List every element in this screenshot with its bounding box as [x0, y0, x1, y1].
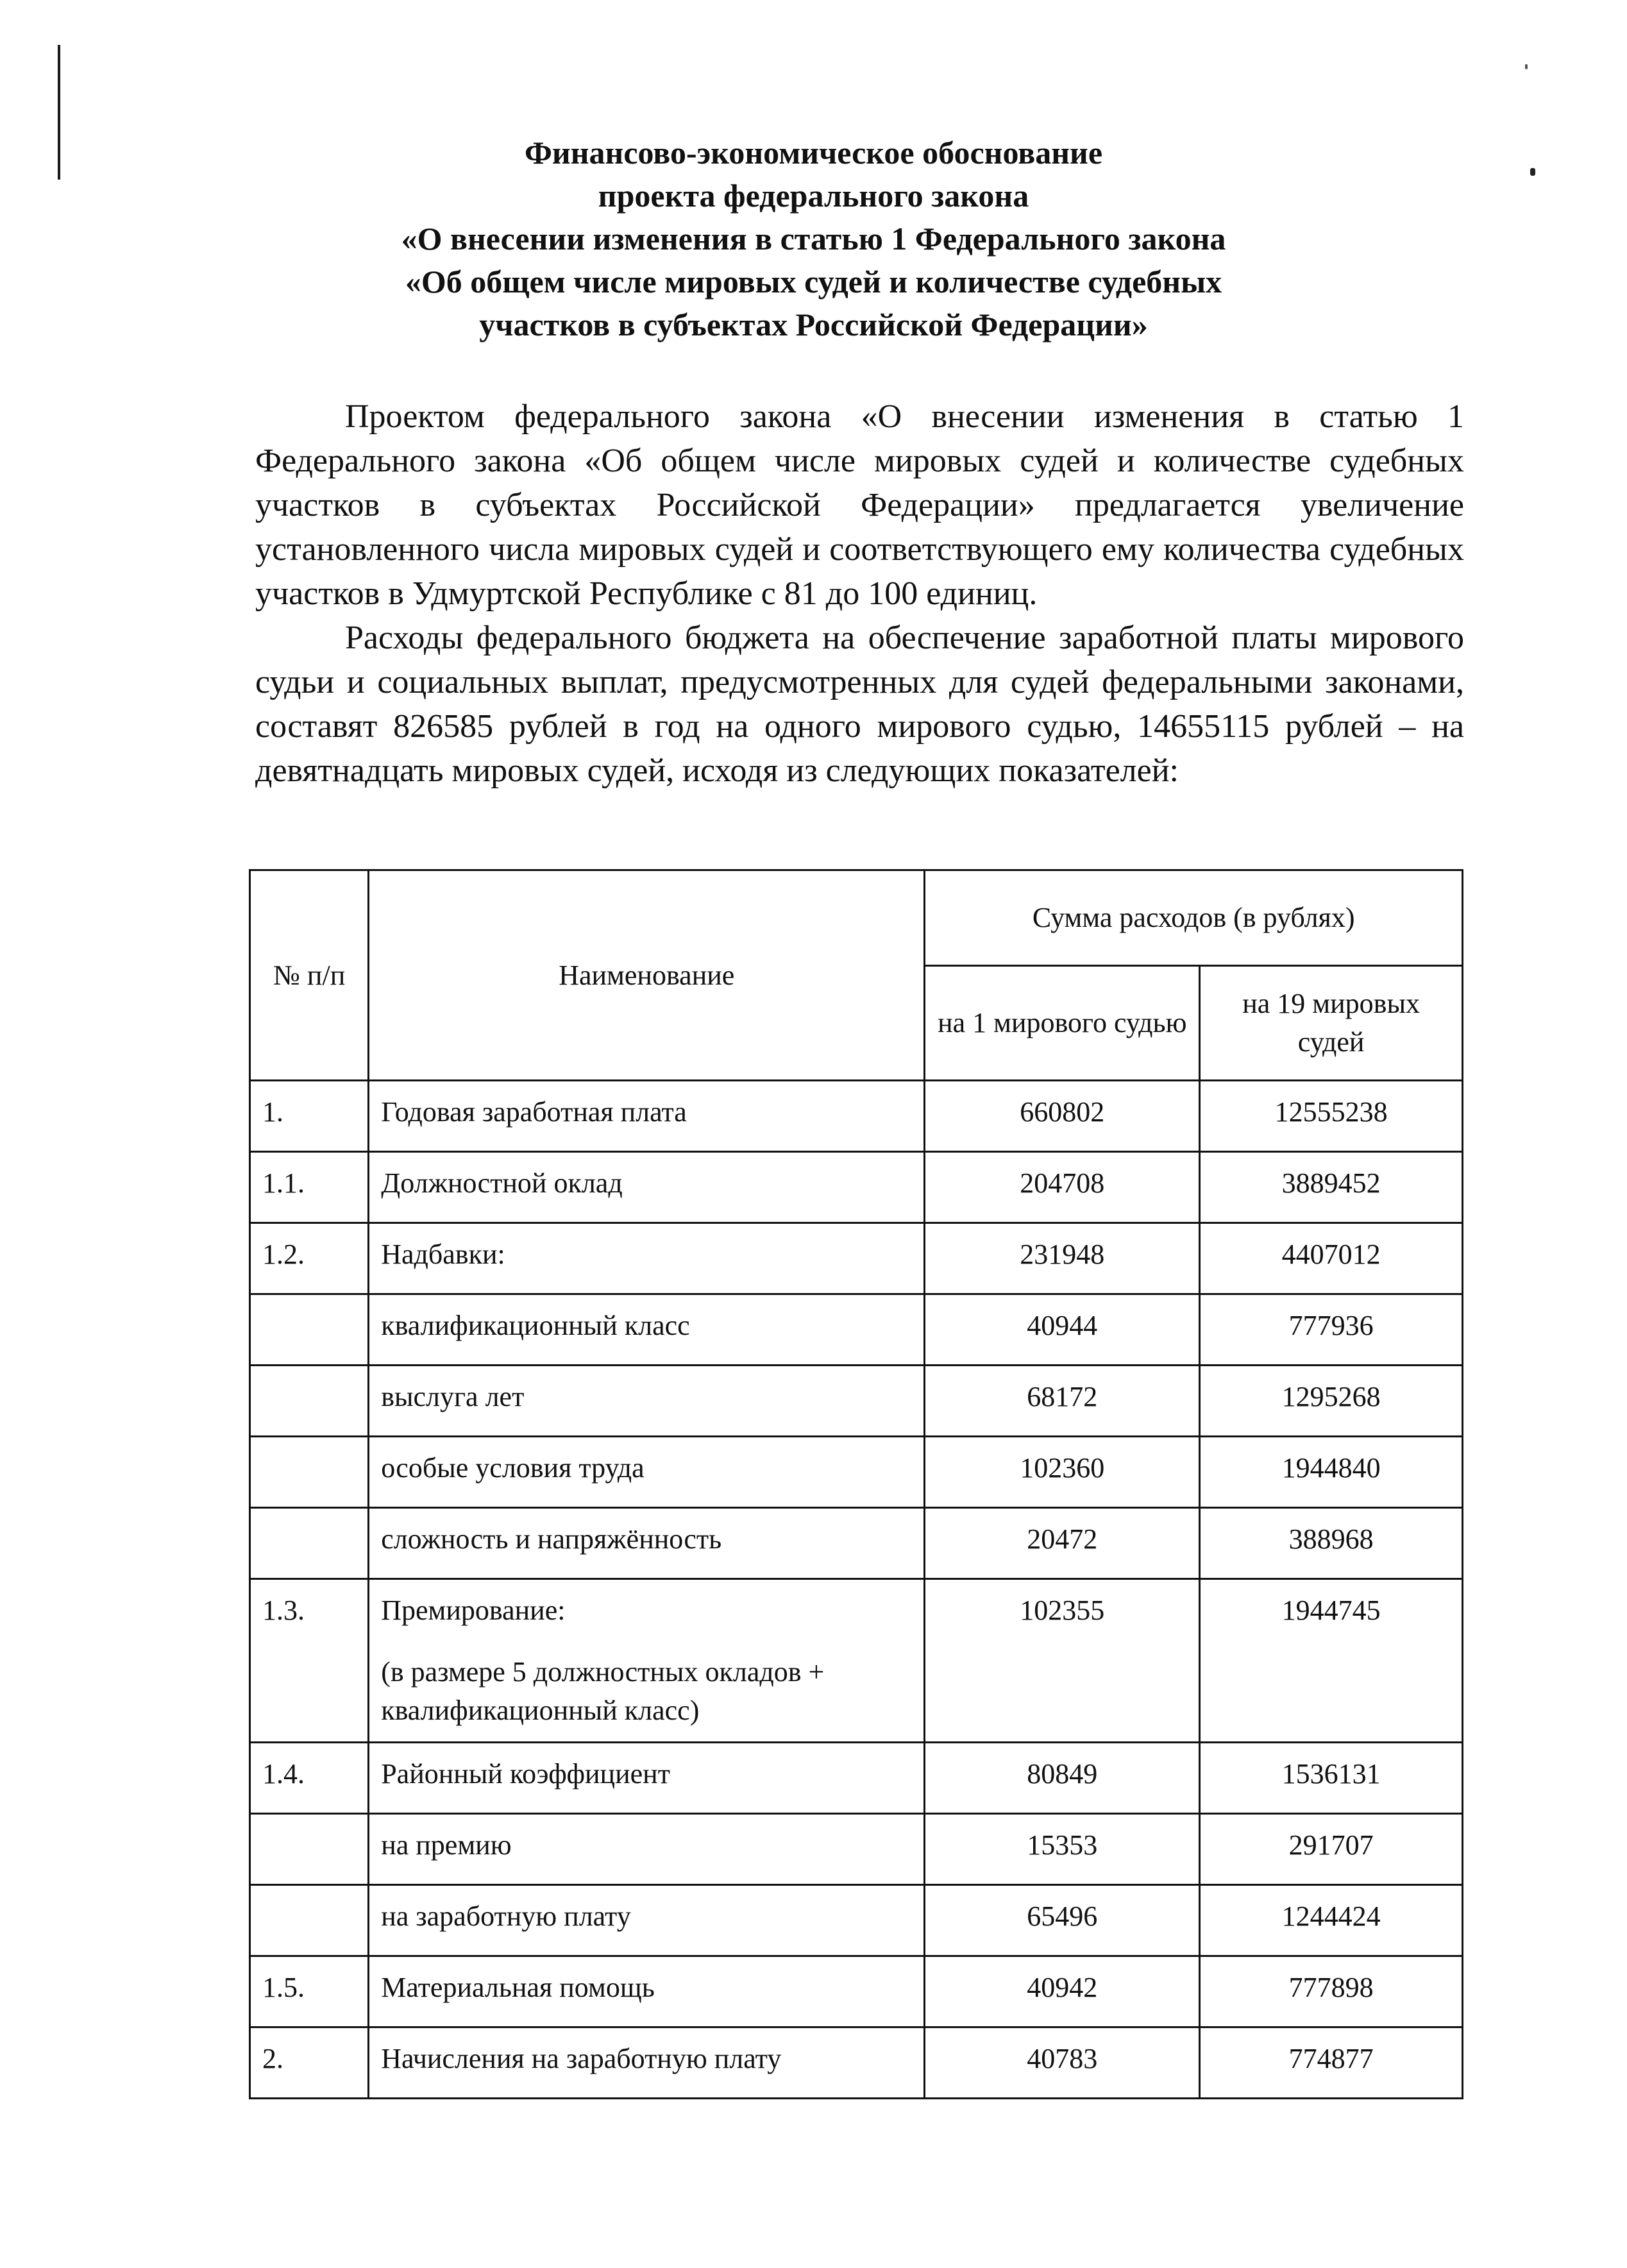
- row-note: (в размере 5 должностных окладов + квалификационный класс): [381, 1656, 825, 1726]
- expenses-table: [249, 869, 1463, 2099]
- row-name: Годовая заработная плата: [381, 1096, 687, 1128]
- table-body: [250, 1081, 1463, 2099]
- row-name: на заработную плату: [381, 1900, 631, 1932]
- row-number: 1.3.: [250, 1579, 369, 1743]
- row-name-cell: [369, 1294, 925, 1366]
- title-line: проекта федерального закона: [598, 178, 1029, 214]
- row-name: выслуга лет: [381, 1381, 525, 1412]
- value-per-nineteen: 774877: [1200, 2027, 1463, 2099]
- title-line: «Об общем числе мировых судей и количестве судебных: [405, 264, 1222, 300]
- value-per-nineteen: 3889452: [1200, 1152, 1463, 1223]
- table-row: [250, 1294, 1463, 1366]
- value-per-one: 80849: [925, 1743, 1200, 1814]
- value-per-one: 40944: [925, 1294, 1200, 1366]
- table-row: [250, 1223, 1463, 1294]
- table-header-row: [250, 870, 1463, 966]
- row-number: 1.2.: [250, 1223, 369, 1294]
- value-per-one: 204708: [925, 1152, 1200, 1223]
- value-per-nineteen: 1295268: [1200, 1366, 1463, 1437]
- document-title: [0, 131, 1627, 346]
- paragraph-expenses: Расходы федерального бюджета на обеспечение заработной платы мирового судьи и социальных выплат, предусмотренных для судей федеральными законами, составят 826585 рублей в год на одного мирового судью, 14655115 рублей – на девятнадцать мировых судей, исходя из следующих показателей:: [255, 620, 1464, 789]
- row-name-cell: [369, 1366, 925, 1437]
- header-per-nineteen: на 19 мировых судей: [1200, 966, 1463, 1081]
- value-per-one: 15353: [925, 1814, 1200, 1885]
- row-name: Начисления на заработную плату: [381, 2043, 782, 2074]
- row-name: сложность и напряжённость: [381, 1523, 722, 1555]
- title-line: «О внесении изменения в статью 1 Федерального закона: [401, 221, 1226, 257]
- row-number: 2.: [250, 2027, 369, 2099]
- value-per-nineteen: 1536131: [1200, 1743, 1463, 1814]
- row-number: 1.5.: [250, 1956, 369, 2027]
- row-number: 1.4.: [250, 1743, 369, 1814]
- row-name: Надбавки:: [381, 1239, 505, 1270]
- row-number: [250, 1366, 369, 1437]
- row-name: Районный коэффициент: [381, 1758, 670, 1790]
- table-row: [250, 2027, 1463, 2099]
- row-number: [250, 1437, 369, 1508]
- scan-speck: [1525, 64, 1528, 69]
- row-name-cell: [369, 1223, 925, 1294]
- row-name-cell: [369, 1437, 925, 1508]
- row-name: Материальная помощь: [381, 1972, 655, 2003]
- row-name-cell: [369, 1814, 925, 1885]
- row-number: 1.1.: [250, 1152, 369, 1223]
- value-per-nineteen: 388968: [1200, 1508, 1463, 1579]
- value-per-nineteen: 291707: [1200, 1814, 1463, 1885]
- table-row: [250, 1508, 1463, 1579]
- row-number: [250, 1885, 369, 1956]
- value-per-nineteen: 1944745: [1200, 1579, 1463, 1743]
- value-per-nineteen: 777898: [1200, 1956, 1463, 2027]
- value-per-nineteen: 12555238: [1200, 1081, 1463, 1152]
- value-per-one: 40783: [925, 2027, 1200, 2099]
- value-per-one: 102360: [925, 1437, 1200, 1508]
- title-line: Финансово-экономическое обоснование: [524, 135, 1103, 171]
- value-per-nineteen: 4407012: [1200, 1223, 1463, 1294]
- value-per-one: 20472: [925, 1508, 1200, 1579]
- row-name: Премирование:: [381, 1595, 566, 1626]
- value-per-one: 660802: [925, 1081, 1200, 1152]
- header-number: № п/п: [250, 870, 369, 1081]
- table-row: [250, 1956, 1463, 2027]
- row-number: [250, 1814, 369, 1885]
- paragraph-proposal: Проектом федерального закона «О внесении изменения в статью 1 Федерального закона «Об общем числе мировых судей и количестве судебных участков в субъектах Российской Федерации» предлагается увеличение установленного числа мировых судей и соответствующего ему количества судебных участков в Удмуртской Республике с 81 до 100 единиц.: [255, 398, 1464, 612]
- header-per-one: на 1 мирового судью: [925, 966, 1200, 1081]
- title-line: участков в субъектах Российской Федерации»: [479, 307, 1148, 343]
- row-number: [250, 1508, 369, 1579]
- value-per-one: 68172: [925, 1366, 1200, 1437]
- value-per-one: 40942: [925, 1956, 1200, 2027]
- row-name: на премию: [381, 1829, 512, 1861]
- row-name-cell: [369, 1579, 925, 1743]
- value-per-one: 231948: [925, 1223, 1200, 1294]
- row-name: квалификационный класс: [381, 1310, 690, 1341]
- value-per-nineteen: 777936: [1200, 1294, 1463, 1366]
- table-row: [250, 1366, 1463, 1437]
- table-row: [250, 1743, 1463, 1814]
- table-row: [250, 1152, 1463, 1223]
- row-name-cell: [369, 1885, 925, 1956]
- value-per-one: 102355: [925, 1579, 1200, 1743]
- value-per-nineteen: 1244424: [1200, 1885, 1463, 1956]
- table-row: [250, 1081, 1463, 1152]
- row-name-cell: [369, 1081, 925, 1152]
- table-row: [250, 1579, 1463, 1743]
- header-sum-group: Сумма расходов (в рублях): [925, 870, 1463, 966]
- row-name-cell: [369, 1956, 925, 2027]
- row-number: [250, 1294, 369, 1366]
- table-row: [250, 1814, 1463, 1885]
- row-name-cell: [369, 1152, 925, 1223]
- value-per-nineteen: 1944840: [1200, 1437, 1463, 1508]
- row-name-cell: [369, 1743, 925, 1814]
- table-row: [250, 1437, 1463, 1508]
- table-row: [250, 1885, 1463, 1956]
- row-name: особые условия труда: [381, 1452, 645, 1484]
- document-body: [255, 394, 1464, 793]
- header-name: Наименование: [369, 870, 925, 1081]
- row-name-cell: [369, 2027, 925, 2099]
- row-number: 1.: [250, 1081, 369, 1152]
- value-per-one: 65496: [925, 1885, 1200, 1956]
- row-name: Должностной оклад: [381, 1167, 623, 1199]
- row-name-cell: [369, 1508, 925, 1579]
